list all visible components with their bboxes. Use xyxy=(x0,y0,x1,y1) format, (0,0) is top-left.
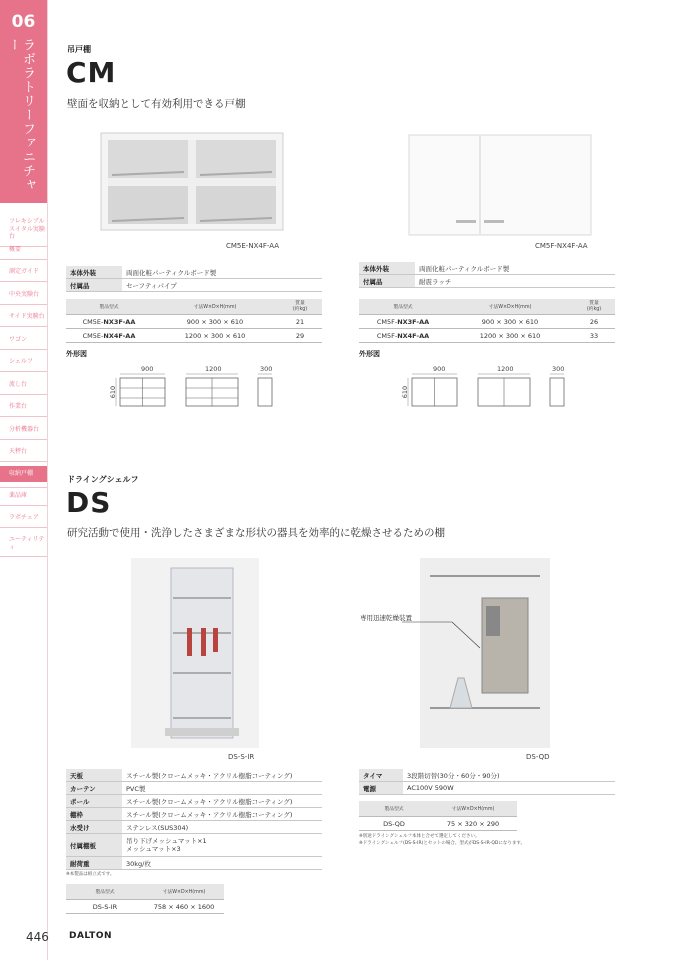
dim-height-610: 610 xyxy=(401,385,410,399)
cm5f-image-caption: CM5F-NX4F-AA xyxy=(535,242,588,250)
ds-s-ir-spec-table xyxy=(66,769,322,870)
spec-key: 電源 xyxy=(359,782,403,795)
model-code: CM5E-NX4F-AA xyxy=(66,329,152,343)
spec-row xyxy=(66,266,322,279)
sidebar-item[interactable]: 収納戸棚 xyxy=(0,466,47,482)
cm5f-model-table xyxy=(359,299,615,343)
table-row xyxy=(66,315,322,329)
col-size: 寸法W×D×H(mm) xyxy=(152,299,278,315)
spec-value: 30kg/枚 xyxy=(122,857,322,870)
dim-depth-300: 300 xyxy=(260,365,273,373)
spec-row xyxy=(359,782,615,795)
ds-qd-callout: 専用迅速乾燥装置 xyxy=(360,614,412,622)
sidebar-item[interactable]: ラボチェア xyxy=(0,514,47,522)
model-size: 900 × 300 × 610 xyxy=(447,315,573,329)
spec-row xyxy=(359,769,615,782)
cm5e-spec-table xyxy=(66,266,322,292)
sidebar-item[interactable]: サイド実験台 xyxy=(0,313,47,321)
spec-row xyxy=(66,782,322,795)
sidebar-item[interactable]: ユーティリティ xyxy=(0,536,47,551)
cm5f-outline-label: 外形図 xyxy=(359,350,380,358)
sidebar-item[interactable]: 作業台 xyxy=(0,403,47,411)
cm5e-outline-drawing xyxy=(109,362,303,412)
cm-category: 吊戸棚 xyxy=(67,45,91,54)
spec-value: 両面化粧パーティクルボード製 xyxy=(415,262,615,275)
sidebar-item[interactable]: 流し台 xyxy=(0,381,47,389)
col-size: 寸法W×D×H(mm) xyxy=(429,801,517,817)
sidebar-item[interactable]: 概要 xyxy=(0,246,47,254)
ds-qd-model-table xyxy=(359,801,517,831)
sidebar-item[interactable]: シェルフ xyxy=(0,358,47,366)
col-size: 寸法W×D×H(mm) xyxy=(447,299,573,315)
ds-qd-note-2: ※ドライングシェルフ(DS-S-IR)とセットの場合、型式がDS-S-IR-QDになります。 xyxy=(359,841,525,846)
spec-row xyxy=(66,808,322,821)
cm5f-spec-table xyxy=(359,262,615,288)
model-code: DS-S-IR xyxy=(66,900,144,914)
model-size: 758 × 460 × 1600 xyxy=(144,900,224,914)
model-size: 900 × 300 × 610 xyxy=(152,315,278,329)
spec-row xyxy=(359,262,615,275)
ds-subtitle: 研究活動で使用・洗浄したさまざまな形状の器具を効率的に乾燥させるための棚 xyxy=(67,527,445,539)
sidebar-item[interactable]: 薬品庫 xyxy=(0,492,47,500)
spec-key: 付属棚板 xyxy=(66,834,122,857)
ds-s-ir-image-caption: DS-S-IR xyxy=(228,753,255,761)
spec-row xyxy=(66,769,322,782)
spec-value: PVC製 xyxy=(122,782,322,795)
model-code: DS-QD xyxy=(359,817,429,831)
ds-qd-product-image xyxy=(420,558,550,748)
dalton-logo: DALTON xyxy=(69,931,113,941)
sidebar xyxy=(0,0,47,960)
sidebar-item[interactable]: 中央実験台 xyxy=(0,291,47,299)
cm5f-outline-drawing xyxy=(401,362,595,412)
model-weight: 29 xyxy=(278,329,322,343)
spec-value: ステンレス(SUS304) xyxy=(122,821,322,834)
ds-title: DS xyxy=(66,486,112,519)
spec-key: 耐荷重 xyxy=(66,857,122,870)
table-row xyxy=(66,329,322,343)
spec-key: 本体外装 xyxy=(66,266,122,279)
col-weight: 質量 (約kg) xyxy=(573,299,615,315)
col-size: 寸法W×D×H(mm) xyxy=(144,884,224,900)
col-model: 製品型式 xyxy=(359,801,429,817)
spec-row xyxy=(66,834,322,857)
sidebar-item[interactable]: 天秤台 xyxy=(0,448,47,456)
table-row xyxy=(359,817,517,831)
ds-qd-image-caption: DS-QD xyxy=(526,753,550,761)
dim-width-900: 900 xyxy=(141,365,154,373)
sidebar-item[interactable]: 測定ガイド xyxy=(0,268,47,276)
sidebar-item[interactable]: 分析機器台 xyxy=(0,426,47,434)
cm-title: CM xyxy=(66,56,117,89)
dim-height-610: 610 xyxy=(109,385,118,399)
ds-category: ドライングシェルフ xyxy=(67,475,139,484)
spec-key: カーテン xyxy=(66,782,122,795)
chapter-title: ラボラトリーファニチャー xyxy=(5,38,35,192)
spec-key: 棚枠 xyxy=(66,808,122,821)
dim-width-1200: 1200 xyxy=(205,365,222,373)
sidebar-item[interactable]: ワゴン xyxy=(0,336,47,344)
dim-width-1200: 1200 xyxy=(497,365,514,373)
col-model: 製品型式 xyxy=(359,299,447,315)
model-code: CM5F-NX4F-AA xyxy=(359,329,447,343)
spec-key: 本体外装 xyxy=(359,262,415,275)
model-code: CM5F-NX3F-AA xyxy=(359,315,447,329)
spec-row xyxy=(66,795,322,808)
spec-value: セーフティパイプ xyxy=(122,279,322,292)
sidebar-item[interactable]: フレキシブル スイタル実験台 xyxy=(0,218,47,241)
spec-row xyxy=(66,857,322,870)
cm-subtitle: 壁面を収納として有効利用できる戸棚 xyxy=(67,98,246,110)
spec-key: ポール xyxy=(66,795,122,808)
spec-key: 付属品 xyxy=(359,275,415,288)
cm5f-product-image xyxy=(408,134,592,238)
spec-key: 水受け xyxy=(66,821,122,834)
spec-value: AC100V 590W xyxy=(403,782,615,795)
dim-width-900: 900 xyxy=(433,365,446,373)
spec-value: 耐震ラッチ xyxy=(415,275,615,288)
col-model: 製品型式 xyxy=(66,884,144,900)
page-number: 446 xyxy=(26,930,49,944)
spec-row xyxy=(66,821,322,834)
model-size: 1200 × 300 × 610 xyxy=(152,329,278,343)
ds-s-ir-product-image xyxy=(131,558,259,748)
ds-qd-note-1: ※別途ドライングシェルフ本体と合せて選定してください。 xyxy=(359,834,480,839)
table-row xyxy=(66,900,224,914)
ds-s-ir-model-table xyxy=(66,884,224,914)
spec-key: 付属品 xyxy=(66,279,122,292)
spec-value: スチール製(クロームメッキ・アクリル樹脂コーティング) xyxy=(122,795,322,808)
spec-value: 両面化粧パーティクルボード製 xyxy=(122,266,322,279)
table-row xyxy=(359,329,615,343)
table-row xyxy=(359,315,615,329)
model-weight: 21 xyxy=(278,315,322,329)
chapter-tab xyxy=(0,0,47,203)
cm5e-model-table xyxy=(66,299,322,343)
model-size: 75 × 320 × 290 xyxy=(429,817,517,831)
sidebar-divider xyxy=(47,0,48,960)
model-weight: 26 xyxy=(573,315,615,329)
spec-value: 3段階切替(30分・60分・90分) xyxy=(403,769,615,782)
ds-qd-spec-table xyxy=(359,769,615,795)
callout-leader-line xyxy=(400,620,490,650)
cm5e-product-image xyxy=(100,132,284,232)
model-size: 1200 × 300 × 610 xyxy=(447,329,573,343)
spec-value: スチール製(クロームメッキ・アクリル樹脂コーティング) xyxy=(122,769,322,782)
col-weight: 質量 (約kg) xyxy=(278,299,322,315)
dim-depth-300: 300 xyxy=(552,365,565,373)
chapter-number: 06 xyxy=(11,12,36,32)
model-weight: 33 xyxy=(573,329,615,343)
col-model: 製品型式 xyxy=(66,299,152,315)
spec-row xyxy=(359,275,615,288)
cm5e-image-caption: CM5E-NX4F-AA xyxy=(226,242,279,250)
model-code: CM5E-NX3F-AA xyxy=(66,315,152,329)
spec-key: 天板 xyxy=(66,769,122,782)
spec-key: タイマ xyxy=(359,769,403,782)
spec-row xyxy=(66,279,322,292)
spec-value: スチール製(クロームメッキ・アクリル樹脂コーティング) xyxy=(122,808,322,821)
spec-value: 吊り下げメッシュマット×1 メッシュマット×3 xyxy=(122,834,322,857)
cm5e-outline-label: 外形図 xyxy=(66,350,87,358)
ds-s-ir-note: ※本製品は組立式です。 xyxy=(66,872,115,877)
